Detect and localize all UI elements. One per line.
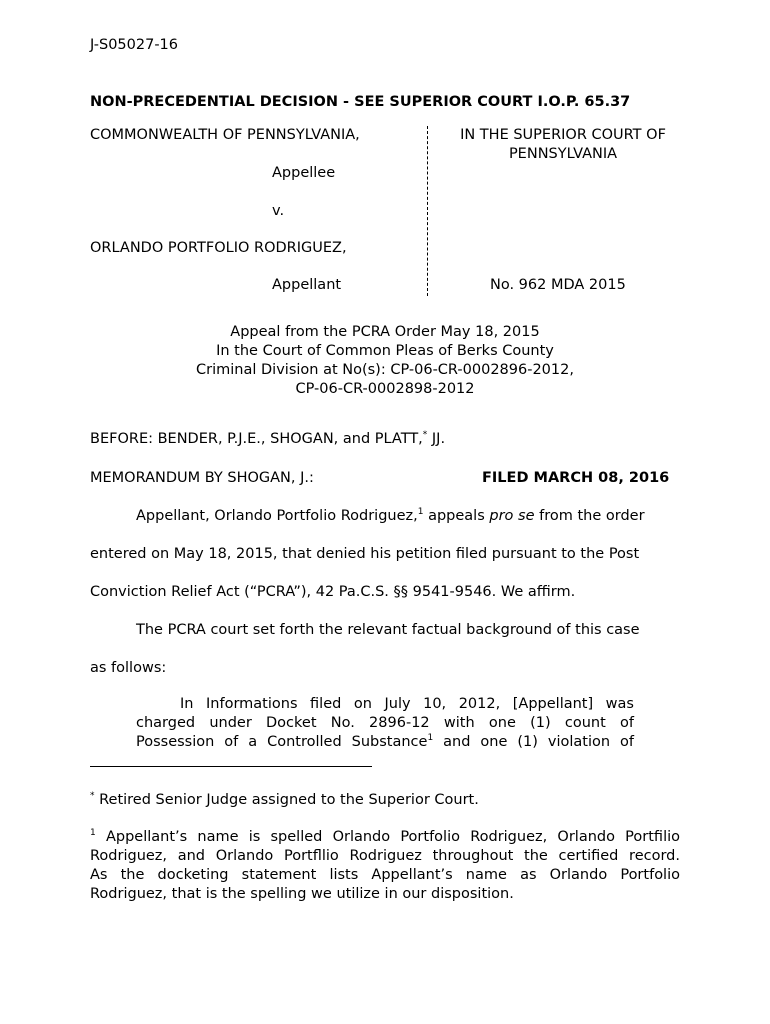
- non-precedential-notice: NON-PRECEDENTIAL DECISION - SEE SUPERIOR COURT I.O.P. 65.37: [90, 94, 631, 110]
- caption-role-appellee: Appellee: [272, 165, 336, 181]
- footnote-star: [90, 791, 479, 810]
- body-para1-line2: entered on May 18, 2015, that denied his petition filed pursuant to the Post: [90, 546, 640, 562]
- appeal-line3: Criminal Division at No(s): CP-06-CR-0002896-2012,: [196, 362, 574, 378]
- appeal-line4: CP-06-CR-0002898-2012: [295, 381, 475, 397]
- footnote-star-text: Retired Senior Judge assigned to the Superior Court.: [94, 792, 479, 808]
- body-text: from the order: [534, 508, 645, 524]
- before-panel: [90, 430, 445, 449]
- body-para1-line1: [136, 507, 645, 526]
- quote-line3: [136, 733, 634, 752]
- quote-text: and one (1) violation of: [433, 734, 634, 750]
- body-text: Appellant, Orlando Portfolio Rodriguez,: [136, 508, 418, 524]
- block-quote: [136, 695, 634, 752]
- footnote-1-mark: 1: [90, 828, 96, 839]
- footnote-1-line3: As the docketing statement lists Appellant’s name as Orlando Portfolio: [90, 867, 680, 883]
- caption-divider: [427, 126, 428, 296]
- body-text: appeals: [423, 508, 490, 524]
- footnote-1-line2: Rodriguez, and Orlando Portfllio Rodriguez throughout the certified record.: [90, 848, 680, 864]
- footnote-1-text: Appellant’s name is spelled Orlando Portfolio Rodriguez, Orlando Portfilio: [95, 829, 680, 845]
- quote-footnote-ref-1: 1: [427, 733, 434, 744]
- caption-party-appellee: COMMONWEALTH OF PENNSYLVANIA,: [90, 127, 360, 143]
- footnote-1-line4: Rodriguez, that is the spelling we utilize in our disposition.: [90, 886, 514, 902]
- caption-role-appellant: Appellant: [272, 277, 342, 293]
- appeal-line1: Appeal from the PCRA Order May 18, 2015: [230, 324, 540, 340]
- appeal-line2: In the Court of Common Pleas of Berks County: [216, 343, 554, 359]
- quote-line1: In Informations filed on July 10, 2012, [Appellant] was: [180, 696, 634, 712]
- document-id: J-S05027-16: [90, 37, 179, 53]
- footnote-ref-1: 1: [417, 507, 424, 518]
- body-para1-line3: Conviction Relief Act (“PCRA”), 42 Pa.C.S. §§ 9541-9546. We affirm.: [90, 584, 576, 600]
- docket-number: No. 962 MDA 2015: [490, 277, 626, 293]
- filed-date: FILED MARCH 08, 2016: [482, 470, 670, 486]
- caption-party-appellant: ORLANDO PORTFOLIO RODRIGUEZ,: [90, 240, 347, 256]
- body-italic-text: pro se: [489, 508, 535, 524]
- footnote-1: [90, 828, 680, 904]
- footnote-1-line1: [90, 828, 680, 847]
- footnote-separator: [90, 766, 372, 767]
- quote-text: Possession of a Controlled Substance: [136, 734, 428, 750]
- before-text: BEFORE: BENDER, P.J.E., SHOGAN, and PLATT,: [90, 431, 423, 447]
- court-name-line1: IN THE SUPERIOR COURT OF: [460, 127, 666, 143]
- body-para2-line2: as follows:: [90, 660, 167, 676]
- body-para2-line1: The PCRA court set forth the relevant factual background of this case: [136, 622, 640, 638]
- quote-line2: charged under Docket No. 2896-12 with one (1) count of: [136, 715, 634, 731]
- footnote-star-mark: *: [90, 791, 95, 802]
- caption-versus: v.: [272, 203, 285, 219]
- memorandum-author: MEMORANDUM BY SHOGAN, J.:: [90, 470, 314, 486]
- before-suffix: JJ.: [427, 431, 446, 447]
- before-footnote-mark: *: [422, 430, 428, 441]
- court-name-line2: PENNSYLVANIA: [508, 146, 618, 162]
